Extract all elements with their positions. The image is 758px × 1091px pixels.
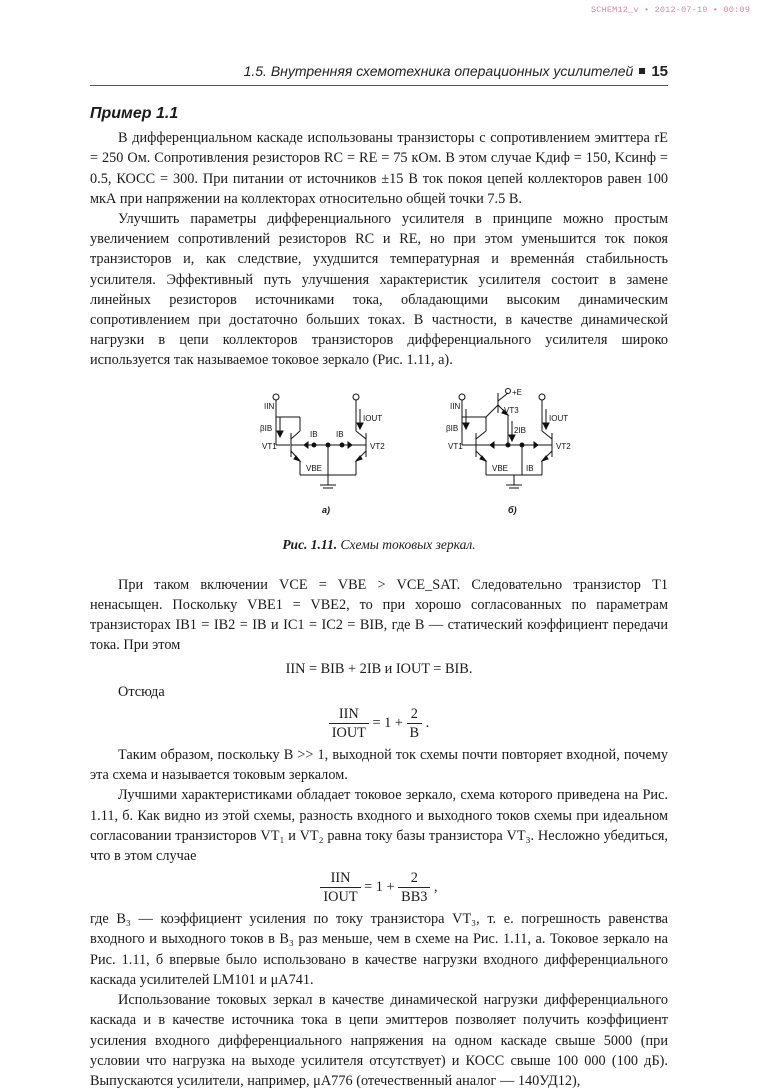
- paragraph-6: где B₃ — коэффициент усиления по току транзистора VT₃, т. е. погрешность равенства входного и выходного токов в B₃ раз меньше, чем в схеме на Рис. 1.11, а. Токовое зеркало на Рис. 1.11, б впервые было использовано в качестве нагрузки входного дифференциального каскада усилителей LM101 и μA741.: [90, 911, 668, 988]
- label-b-vt1: VT1: [448, 441, 463, 451]
- example-title: Пример 1.1: [90, 105, 179, 122]
- label-a-ib-right: IB: [336, 429, 344, 439]
- paragraph-1: В дифференциальном каскаде использованы транзисторы с сопротивлением эмиттера rE = 250 Ом. Сопротивления резисторов RC = RE = 75 кОм. В этом случае Kдиф = 150, Kсинф = 0.5, КОСС = 300. При питании от источников ±15 В ток покоя цепей коллекторов равен 100 мкА при напряжении на коллекторах относительно общей точки 7.5 В.: [90, 130, 668, 207]
- caption-text: Схемы токовых зеркал.: [340, 536, 476, 552]
- paragraph-2: Улучшить параметры дифференциального усилителя в принципе можно простым увеличением сопротивлений резисторов RC и RE, но при этом уменьшится ток покоя транзисторов и, как следствие, ухудшится температурная и временнáя стабильность усилителя. Эффективный путь улучшения характеристик усилителя состоит в замене линейных резисторов источниками тока, обладающими высоким динамическим сопротивлением при достаточно больших токах. В частности, в качестве динамической нагрузки в цепи коллекторов транзисторов дифференциального усилителя широко используется так называемое токовое зеркало (Рис. 1.11, а).: [90, 211, 668, 369]
- eq3-mid: = 1 +: [364, 879, 395, 896]
- label-a-vt1: VT1: [262, 441, 277, 451]
- equation-1: IIN = BIB + 2IB и IOUT = BIB.: [285, 660, 473, 677]
- figure-a-label: а): [322, 504, 331, 515]
- caption-label: Рис. 1.11.: [282, 536, 338, 552]
- figure-b-label: б): [508, 504, 517, 515]
- eq3-num: IIN: [320, 869, 360, 888]
- eq2-end: .: [425, 714, 430, 731]
- label-b-vbe: VBE: [492, 463, 509, 473]
- eq3-den: IOUT: [323, 889, 358, 906]
- figure-caption: [90, 535, 668, 555]
- label-b-iin: IIN: [450, 401, 461, 411]
- eq3-rhs-fraction: [398, 869, 430, 906]
- eq3-end: ,: [433, 879, 438, 896]
- label-a-ib-left: IB: [310, 429, 318, 439]
- label-b-2ib: 2IB: [514, 425, 527, 435]
- eq2-rhs-fraction: [407, 705, 423, 742]
- eq3-fnum: 2: [398, 869, 430, 888]
- label-b-vt2: VT2: [556, 441, 571, 451]
- label-b-beta-ib: βIB: [446, 423, 459, 433]
- paragraph-7: Использование токовых зеркал в качестве динамической нагрузки дифференциального каскада и в качестве источника тока в цепи эмиттеров позволяет получить коэффициент усиления входного дифференциального напряжения на одном каскаде свыше 5000 (при условии что нагрузка на выходе усилителя отсутствует) и КОСС свыше 100 000 (100 дБ). Выпускаются усилители, например, μA776 (отечественный аналог — 140УД12),: [90, 992, 668, 1089]
- equation-3: [90, 869, 668, 906]
- eq3-lhs-fraction: [320, 869, 360, 906]
- label-a-vbe: VBE: [306, 463, 323, 473]
- page-number: 15: [651, 63, 668, 80]
- page-body: [90, 104, 668, 1091]
- running-header: [90, 63, 668, 80]
- eq2-mid: = 1 +: [372, 714, 403, 731]
- label-a-beta-ib: βIB: [260, 423, 273, 433]
- eq2-den: IOUT: [331, 725, 366, 742]
- print-stamp: SCHEM12_v • 2012-07-19 • 00:09: [590, 5, 750, 15]
- eq2-lhs-fraction: [329, 705, 369, 742]
- square-bullet-icon: [639, 68, 645, 74]
- eq2-fnum: 2: [407, 705, 423, 724]
- label-a-iout: IOUT: [363, 413, 383, 423]
- paragraph-3: При таком включении VCE = VBE > VCE_SAT. Следовательно транзистор T1 ненасыщен. Поскольку VBE1 = VBE2, то при хорошо согласованных по параметрам транзисторах IB1 = IB2 = IB и IC1 = IC2 = BIB, где B — статический коэффициент передачи тока. При этом: [90, 576, 668, 654]
- eq2-num: IIN: [329, 705, 369, 724]
- paragraph-4: Таким образом, поскольку B >> 1, выходной ток схемы почти повторяет входной, почему эта схема и называется токовым зеркалом.: [90, 747, 668, 784]
- header-title: 1.5. Внутренняя схемотехника операционных усилителей: [243, 63, 634, 79]
- eq2-fden: B: [409, 725, 420, 742]
- label-b-iout: IOUT: [549, 413, 569, 423]
- figure-current-mirrors: [90, 387, 668, 527]
- label-b-plus-e: +E: [512, 387, 523, 397]
- label-b-ib: IB: [526, 463, 534, 473]
- paragraph-5: Лучшими характеристиками обладает токовое зеркало, схема которого приведена на Рис. 1.11, б. Как видно из этой схемы, разность входного и выходного токов схемы при идеальном согласовании транзисторов VT₁ и VT₂ равна току базы транзистора VT₃. Несложно убедиться, что в этом случае: [90, 787, 668, 865]
- label-a-vt2: VT2: [370, 441, 385, 451]
- otsyuda-text: Отсюда: [118, 683, 165, 700]
- label-b-vt3: VT3: [504, 405, 519, 415]
- equation-2: [90, 705, 668, 742]
- label-a-iin: IIN: [264, 401, 275, 411]
- eq3-fden: BB3: [401, 889, 428, 906]
- header-rule: [90, 85, 668, 86]
